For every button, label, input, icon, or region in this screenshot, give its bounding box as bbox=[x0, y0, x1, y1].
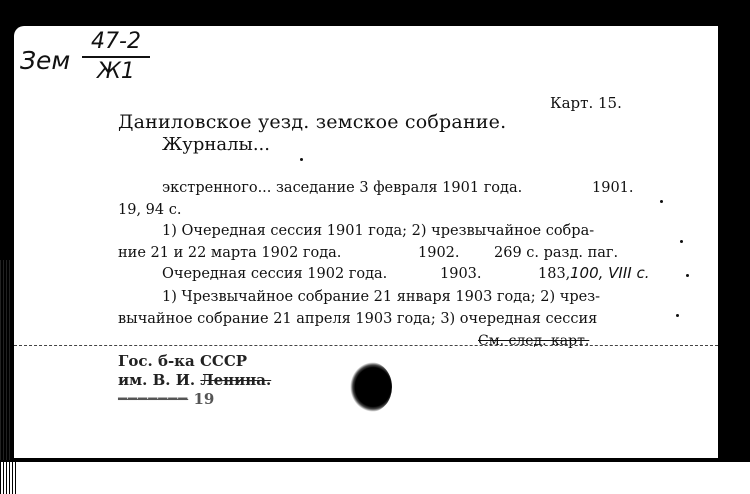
stamp-line-2-struck: Ленина. bbox=[200, 371, 272, 389]
stamp-smudge: ━━━━━━━ bbox=[118, 390, 189, 408]
stamp-line-2-prefix: им. В. И. bbox=[118, 371, 196, 389]
speck bbox=[686, 274, 689, 277]
stamp-year: 19 bbox=[193, 390, 215, 408]
entry-line-7: вычайное собрание 21 апреля 1903 года; 3) очередная сессия bbox=[118, 311, 598, 327]
entry-line-1-year: 1901. bbox=[592, 180, 634, 196]
entry-line-6: 1) Чрезвычайное собрание 21 января 1903 года; 2) чрез- bbox=[162, 289, 601, 305]
entry-line-5-pages: 183, bbox=[538, 266, 571, 282]
see-next-card: См. след. карт. bbox=[478, 333, 590, 349]
library-stamp bbox=[118, 352, 271, 409]
entry-line-4-year: 1902. bbox=[418, 245, 460, 261]
scan-edge-left bbox=[0, 260, 12, 460]
scan-edge-right bbox=[718, 0, 750, 462]
dashed-divider bbox=[14, 345, 718, 346]
entry-line-1: экстренного... заседание 3 февраля 1901 года. bbox=[162, 180, 523, 196]
shelfmark-numerator: 47-2 bbox=[91, 29, 141, 54]
speck bbox=[680, 240, 683, 243]
speck bbox=[676, 314, 679, 317]
entry-line-4-pages: 269 с. разд. паг. bbox=[494, 245, 619, 261]
stamp-line-3 bbox=[118, 390, 271, 409]
entry-line-4: ние 21 и 22 марта 1902 года. bbox=[118, 245, 342, 261]
card-subheading: Журналы... bbox=[162, 134, 270, 155]
scan-stripes bbox=[0, 462, 16, 494]
card-heading: Даниловское уезд. земское собрание. bbox=[118, 111, 507, 133]
handwritten-pages-note: 100, VIII с. bbox=[570, 264, 650, 282]
scan-edge-bottom bbox=[0, 462, 750, 494]
card-number: Карт. 15. bbox=[550, 94, 622, 112]
handwritten-prefix: Зем bbox=[20, 46, 71, 75]
stamp-line-1: Гос. б-ка СССР bbox=[118, 352, 248, 370]
entry-line-5-year: 1903. bbox=[440, 266, 482, 282]
speck bbox=[300, 158, 303, 161]
entry-line-3: 1) Очередная сессия 1901 года; 2) чрезвычайное собра- bbox=[162, 223, 595, 239]
entry-line-2: 19, 94 с. bbox=[118, 202, 182, 218]
entry-line-5: Очередная сессия 1902 года. bbox=[162, 266, 388, 282]
shelfmark-denominator: Ж1 bbox=[97, 59, 135, 84]
speck bbox=[660, 200, 663, 203]
punch-hole bbox=[350, 362, 392, 412]
stamp-line-2 bbox=[118, 371, 271, 390]
shelfmark-bar bbox=[82, 56, 150, 58]
handwritten-shelfmark bbox=[82, 30, 150, 84]
